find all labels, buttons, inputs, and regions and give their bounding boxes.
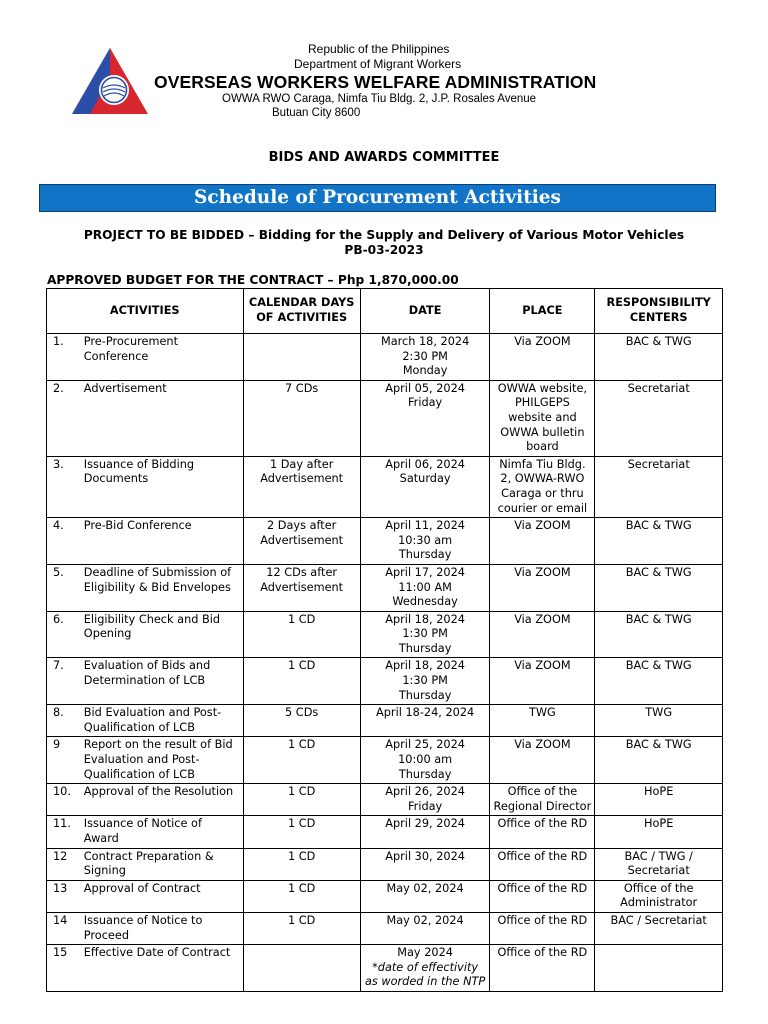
table-row [47,784,723,816]
row-number: 10. [47,784,82,816]
table-row [47,658,723,705]
col-header-place: PLACE [490,289,595,334]
calendar-days-cell: 1 CD [243,611,360,658]
date-line: Monday [402,364,448,378]
responsibility-cell: TWG [595,705,723,737]
table-row [47,611,723,658]
owwa-logo-icon [70,44,150,116]
calendar-days-cell: 7 CDs [243,380,360,456]
responsibility-cell: Office of the Administrator [595,880,723,912]
row-number: 3. [47,456,82,517]
place-cell: Office of the RD [490,880,595,912]
activity-cell: Approval of the Resolution [82,784,243,816]
table-row [47,737,723,784]
place-cell: Office of the RD [490,945,595,992]
col-header-responsibility: RESPONSIBILITY CENTERS [595,289,723,334]
activity-cell: Report on the result of Bid Evaluation and Post-Qualification of LCB [82,737,243,784]
date-cell [360,848,490,880]
row-number: 7. [47,658,82,705]
responsibility-cell: BAC & TWG [595,737,723,784]
activity-cell: Issuance of Notice to Proceed [82,912,243,944]
schedule-banner: Schedule of Procurement Activities [39,184,716,212]
date-line: Thursday [398,688,452,702]
place-cell: Via ZOOM [490,658,595,705]
responsibility-cell: HoPE [595,816,723,848]
date-cell [360,564,490,611]
date-line: May 2024 [397,946,453,960]
responsibility-cell: BAC / TWG / Secretariat [595,848,723,880]
row-number: 15 [47,945,82,992]
date-cell [360,380,490,456]
activity-cell: Bid Evaluation and Post-Qualification of LCB [82,705,243,737]
date-line: April 26, 2024 [385,785,465,799]
row-number: 6. [47,611,82,658]
date-line: May 02, 2024 [386,881,464,895]
row-number: 14 [47,912,82,944]
row-number: 13 [47,880,82,912]
table-row [47,705,723,737]
date-line: Friday [408,799,443,813]
place-cell: Office of the RD [490,848,595,880]
project-line: PROJECT TO BE BIDDED – Bidding for the Supply and Delivery of Various Motor Vehicles [83,228,685,242]
date-line: 2:30 PM [402,349,448,363]
calendar-days-cell: 1 Day after Advertisement [243,456,360,517]
responsibility-cell: BAC & TWG [595,334,723,381]
date-cell [360,518,490,565]
agency-city: Butuan City 8600 [272,107,361,119]
date-line: Saturday [399,472,451,486]
date-line: April 06, 2024 [385,457,465,471]
col-header-date: DATE [360,289,490,334]
place-cell: Via ZOOM [490,334,595,381]
date-line: March 18, 2024 [380,335,470,348]
activity-cell: Approval of Contract [82,880,243,912]
activity-cell: Effective Date of Contract [82,945,243,992]
calendar-days-cell: 1 CD [243,816,360,848]
row-number: 1. [47,334,82,381]
schedule-table [46,288,723,992]
responsibility-cell: HoPE [595,784,723,816]
activity-cell: Contract Preparation & Signing [82,848,243,880]
responsibility-cell: BAC / Secretariat [595,912,723,944]
calendar-days-cell: 5 CDs [243,705,360,737]
date-cell [360,737,490,784]
activity-cell: Issuance of Bidding Documents [82,456,243,517]
date-line: 11:00 AM [398,580,452,594]
place-cell: Via ZOOM [490,737,595,784]
row-number: 12 [47,848,82,880]
place-cell: Via ZOOM [490,518,595,565]
date-cell [360,816,490,848]
date-line: Thursday [398,641,452,655]
calendar-days-cell [243,945,360,992]
date-line: Wednesday [392,595,458,609]
responsibility-cell: Secretariat [595,380,723,456]
table-row [47,564,723,611]
row-number: 4. [47,518,82,565]
letterhead [70,40,710,120]
table-row [47,380,723,456]
calendar-days-cell: 1 CD [243,848,360,880]
activity-cell: Advertisement [82,380,243,456]
place-cell: TWG [490,705,595,737]
date-line: April 30, 2024 [385,849,465,863]
date-line: Friday [408,396,443,410]
date-line: April 29, 2024 [385,817,465,831]
date-line: 1:30 PM [402,674,448,688]
date-line: Thursday [398,548,452,562]
calendar-days-cell: 12 CDs after Advertisement [243,564,360,611]
responsibility-cell: BAC & TWG [595,658,723,705]
table-header-row [47,289,723,334]
responsibility-cell: Secretariat [595,456,723,517]
date-line: *date of effectivity [372,960,479,974]
date-line: April 18, 2024 [385,659,465,673]
committee-title: BIDS AND AWARDS COMMITTEE [268,150,500,165]
place-cell: Office of the Regional Director [490,784,595,816]
project-description [0,228,768,258]
project-code: PB-03-2023 [344,243,424,257]
activity-cell: Pre-Bid Conference [82,518,243,565]
activity-cell: Eligibility Check and Bid Opening [82,611,243,658]
date-cell [360,784,490,816]
table-row [47,848,723,880]
place-cell: Nimfa Tiu Bldg. 2, OWWA-RWO Caraga or thru courier or email [490,456,595,517]
date-line: 10:30 am [398,533,453,547]
place-cell: Office of the RD [490,816,595,848]
table-row [47,880,723,912]
calendar-days-cell: 1 CD [243,737,360,784]
responsibility-cell: BAC & TWG [595,611,723,658]
table-row [47,945,723,992]
table-row [47,334,723,381]
activity-cell: Pre-Procurement Conference [82,334,243,381]
activity-cell: Evaluation of Bids and Determination of LCB [82,658,243,705]
calendar-days-cell: 2 Days after Advertisement [243,518,360,565]
row-number: 9 [47,737,82,784]
date-line: April 05, 2024 [385,381,465,395]
date-line: as worded in the NTP [364,975,486,989]
responsibility-cell: BAC & TWG [595,518,723,565]
date-line: May 02, 2024 [386,913,464,927]
calendar-days-cell: 1 CD [243,658,360,705]
agency-name: OVERSEAS WORKERS WELFARE ADMINISTRATION [154,72,597,92]
row-number: 5. [47,564,82,611]
calendar-days-cell: 1 CD [243,880,360,912]
agency-address: OWWA RWO Caraga, Nimfa Tiu Bldg. 2, J.P. Rosales Avenue [222,93,537,105]
date-cell [360,880,490,912]
place-cell: Via ZOOM [490,564,595,611]
activity-cell: Deadline of Submission of Eligibility & Bid Envelopes [82,564,243,611]
date-line: April 18-24, 2024 [376,706,475,720]
date-line: April 18, 2024 [385,612,465,626]
table-row [47,816,723,848]
date-cell [360,705,490,737]
row-number: 8. [47,705,82,737]
table-row [47,456,723,517]
date-cell [360,334,490,381]
table-row [47,912,723,944]
date-line: 10:00 am [398,753,453,767]
place-cell: Via ZOOM [490,611,595,658]
approved-budget: APPROVED BUDGET FOR THE CONTRACT – Php 1,870,000.00 [47,273,459,287]
date-line: April 11, 2024 [385,519,465,533]
col-header-calendar-days: CALENDAR DAYS OF ACTIVITIES [243,289,360,334]
place-cell: OWWA website, PHILGEPS website and OWWA bulletin board [490,380,595,456]
date-line: April 17, 2024 [385,565,465,579]
date-line: 1:30 PM [402,627,448,641]
header-line-department: Department of Migrant Workers [294,57,462,71]
place-cell: Office of the RD [490,912,595,944]
calendar-days-cell: 1 CD [243,784,360,816]
responsibility-cell [595,945,723,992]
date-cell [360,912,490,944]
date-cell [360,945,490,992]
table-row [47,518,723,565]
date-cell [360,611,490,658]
activity-cell: Issuance of Notice of Award [82,816,243,848]
col-header-activities: ACTIVITIES [47,289,244,334]
row-number: 11. [47,816,82,848]
date-line: Thursday [398,767,452,781]
calendar-days-cell [243,334,360,381]
row-number: 2. [47,380,82,456]
date-cell [360,658,490,705]
date-cell [360,456,490,517]
date-line: April 25, 2024 [385,738,465,752]
header-line-republic: Republic of the Philippines [308,42,450,56]
calendar-days-cell: 1 CD [243,912,360,944]
responsibility-cell: BAC & TWG [595,564,723,611]
